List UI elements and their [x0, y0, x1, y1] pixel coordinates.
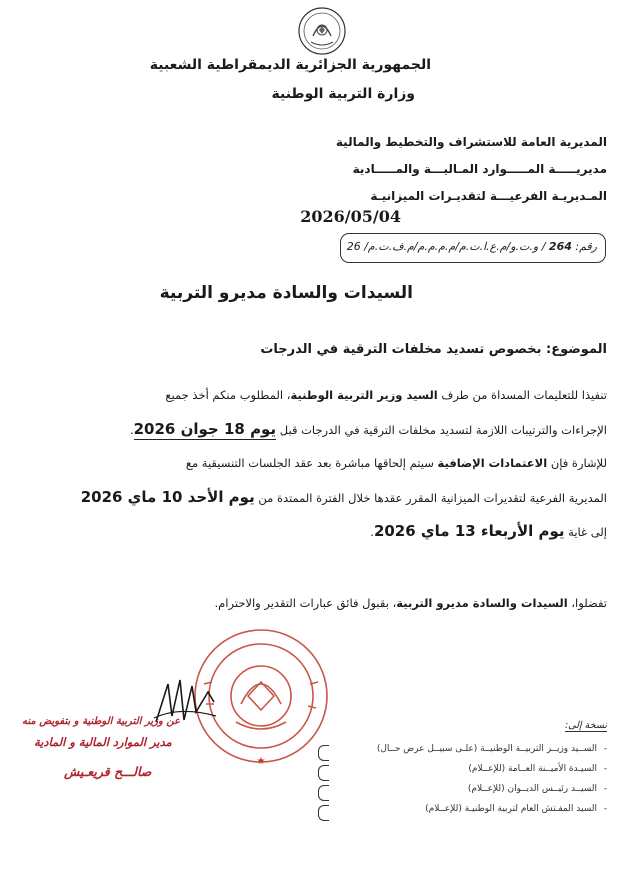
bracket-mark [318, 745, 329, 761]
body-text: . [129, 423, 134, 437]
republic-title: الجمهورية الجزائرية الديمقراطية الشعبية [149, 57, 431, 73]
bracket-mark [318, 785, 329, 801]
list-item: -السيد المفـتش العام لتربية الوطنيـة (للإعــلام) [425, 804, 607, 814]
closing-line [215, 596, 607, 610]
body-line-5 [370, 522, 607, 540]
reference-text [347, 240, 597, 253]
copy-recipient: السيــد رئيــس الديــوان (للإعــلام) [467, 784, 597, 794]
body-text: . [370, 525, 374, 539]
body-text: ، بقبول فائق عبارات التقدير والاحترام. [214, 596, 397, 610]
document-date: 2026/05/04 [300, 207, 401, 226]
reference-number: 264 [548, 240, 572, 253]
body-text: للإشارة فإن [550, 456, 607, 470]
body-text: المديرية الفرعية لتقديرات الميزانية المقرر عقدها خلال الفترة الممتدة من [258, 491, 607, 505]
body-text: ، المطلوب منكم أخذ جميع [165, 388, 291, 402]
subject-label: الموضوع: [546, 342, 607, 357]
deadline-date: يوم 18 جوان 2026 [133, 420, 277, 438]
svg-text:★: ★ [256, 756, 266, 767]
subject-line [260, 342, 607, 357]
copy-recipient: السيد المفـتش العام لتربية الوطنيـة (للإعــلام) [425, 804, 597, 814]
signature-title: مدير الموارد المالية و المادية [34, 735, 172, 749]
body-text: سيتم إلحاقها مباشرة بعد عقد الجلسات التنسيقية مع [185, 456, 434, 470]
copy-recipient: السيـدة الأميــنة العــامة (للإعــلام) [468, 764, 597, 774]
body-line-1 [165, 388, 607, 402]
reference-box [340, 233, 606, 263]
copies-title: نسخة إلى: [564, 720, 607, 731]
body-text: إلى غاية [568, 525, 607, 539]
general-directorate: المديرية العامة للاستشراف والتخطيط والمالية [335, 135, 607, 149]
body-bold: الاعتمادات الإضافية [437, 456, 548, 470]
body-text: تفضلوا، [571, 596, 607, 610]
reference-code: / و.ت.و/م.ع.ا.ت.م/م.م.م.م/م.ف.ت.م/ 26 [346, 240, 546, 253]
bracket-mark [318, 765, 329, 781]
resources-directorate: مديريـــــة المـــــوارد المـاليـــة والمـــــادية [352, 162, 607, 176]
list-item: -السيــد رئيــس الديــوان (للإعــلام) [467, 784, 607, 794]
subject-text: بخصوص تسديد مخلفات الترقية في الدرجات [260, 342, 542, 357]
body-text: الإجراءات والترتيبات اللازمة لتسديد مخلفات الترقية في الدرجات قبل [279, 423, 607, 437]
list-item: -الســيد وزيــر التربيــة الوطنيــة (علـى سبيــل عرض حــال) [376, 744, 607, 754]
start-date: يوم الأحد 10 ماي 2026 [80, 488, 255, 506]
signatory-name: صالـــح قريعـيش [64, 764, 152, 779]
subdirectorate: المـديريـة الفرعيـــة لتقديـرات الميزانيـة [370, 189, 607, 203]
body-line-3 [186, 456, 607, 470]
body-bold: السيد وزير التربية الوطنية [290, 388, 438, 402]
copy-recipient: الســيد وزيــر التربيــة الوطنيــة (علـى سبيــل عرض حــال) [376, 744, 597, 754]
reference-label: رقم: [575, 240, 597, 253]
list-item: -السيـدة الأميــنة العــامة (للإعــلام) [468, 764, 607, 774]
addressee: السيدات والسادة مديرو التربية [159, 283, 413, 303]
ministry-title: وزارة التربية الوطنية [271, 86, 415, 102]
body-bold: السيدات والسادة مديرو التربية [396, 596, 568, 610]
body-text: تنفيذا للتعليمات المسداة من طرف [441, 388, 607, 402]
signature-delegation: عن وزير التربية الوطنية و بتفويض منه [22, 716, 180, 727]
body-line-2 [130, 420, 607, 438]
body-line-4 [81, 488, 607, 506]
end-date: يوم الأربعاء 13 ماي 2026 [373, 522, 565, 540]
algeria-emblem-icon [291, 6, 353, 56]
bracket-mark [318, 805, 329, 821]
